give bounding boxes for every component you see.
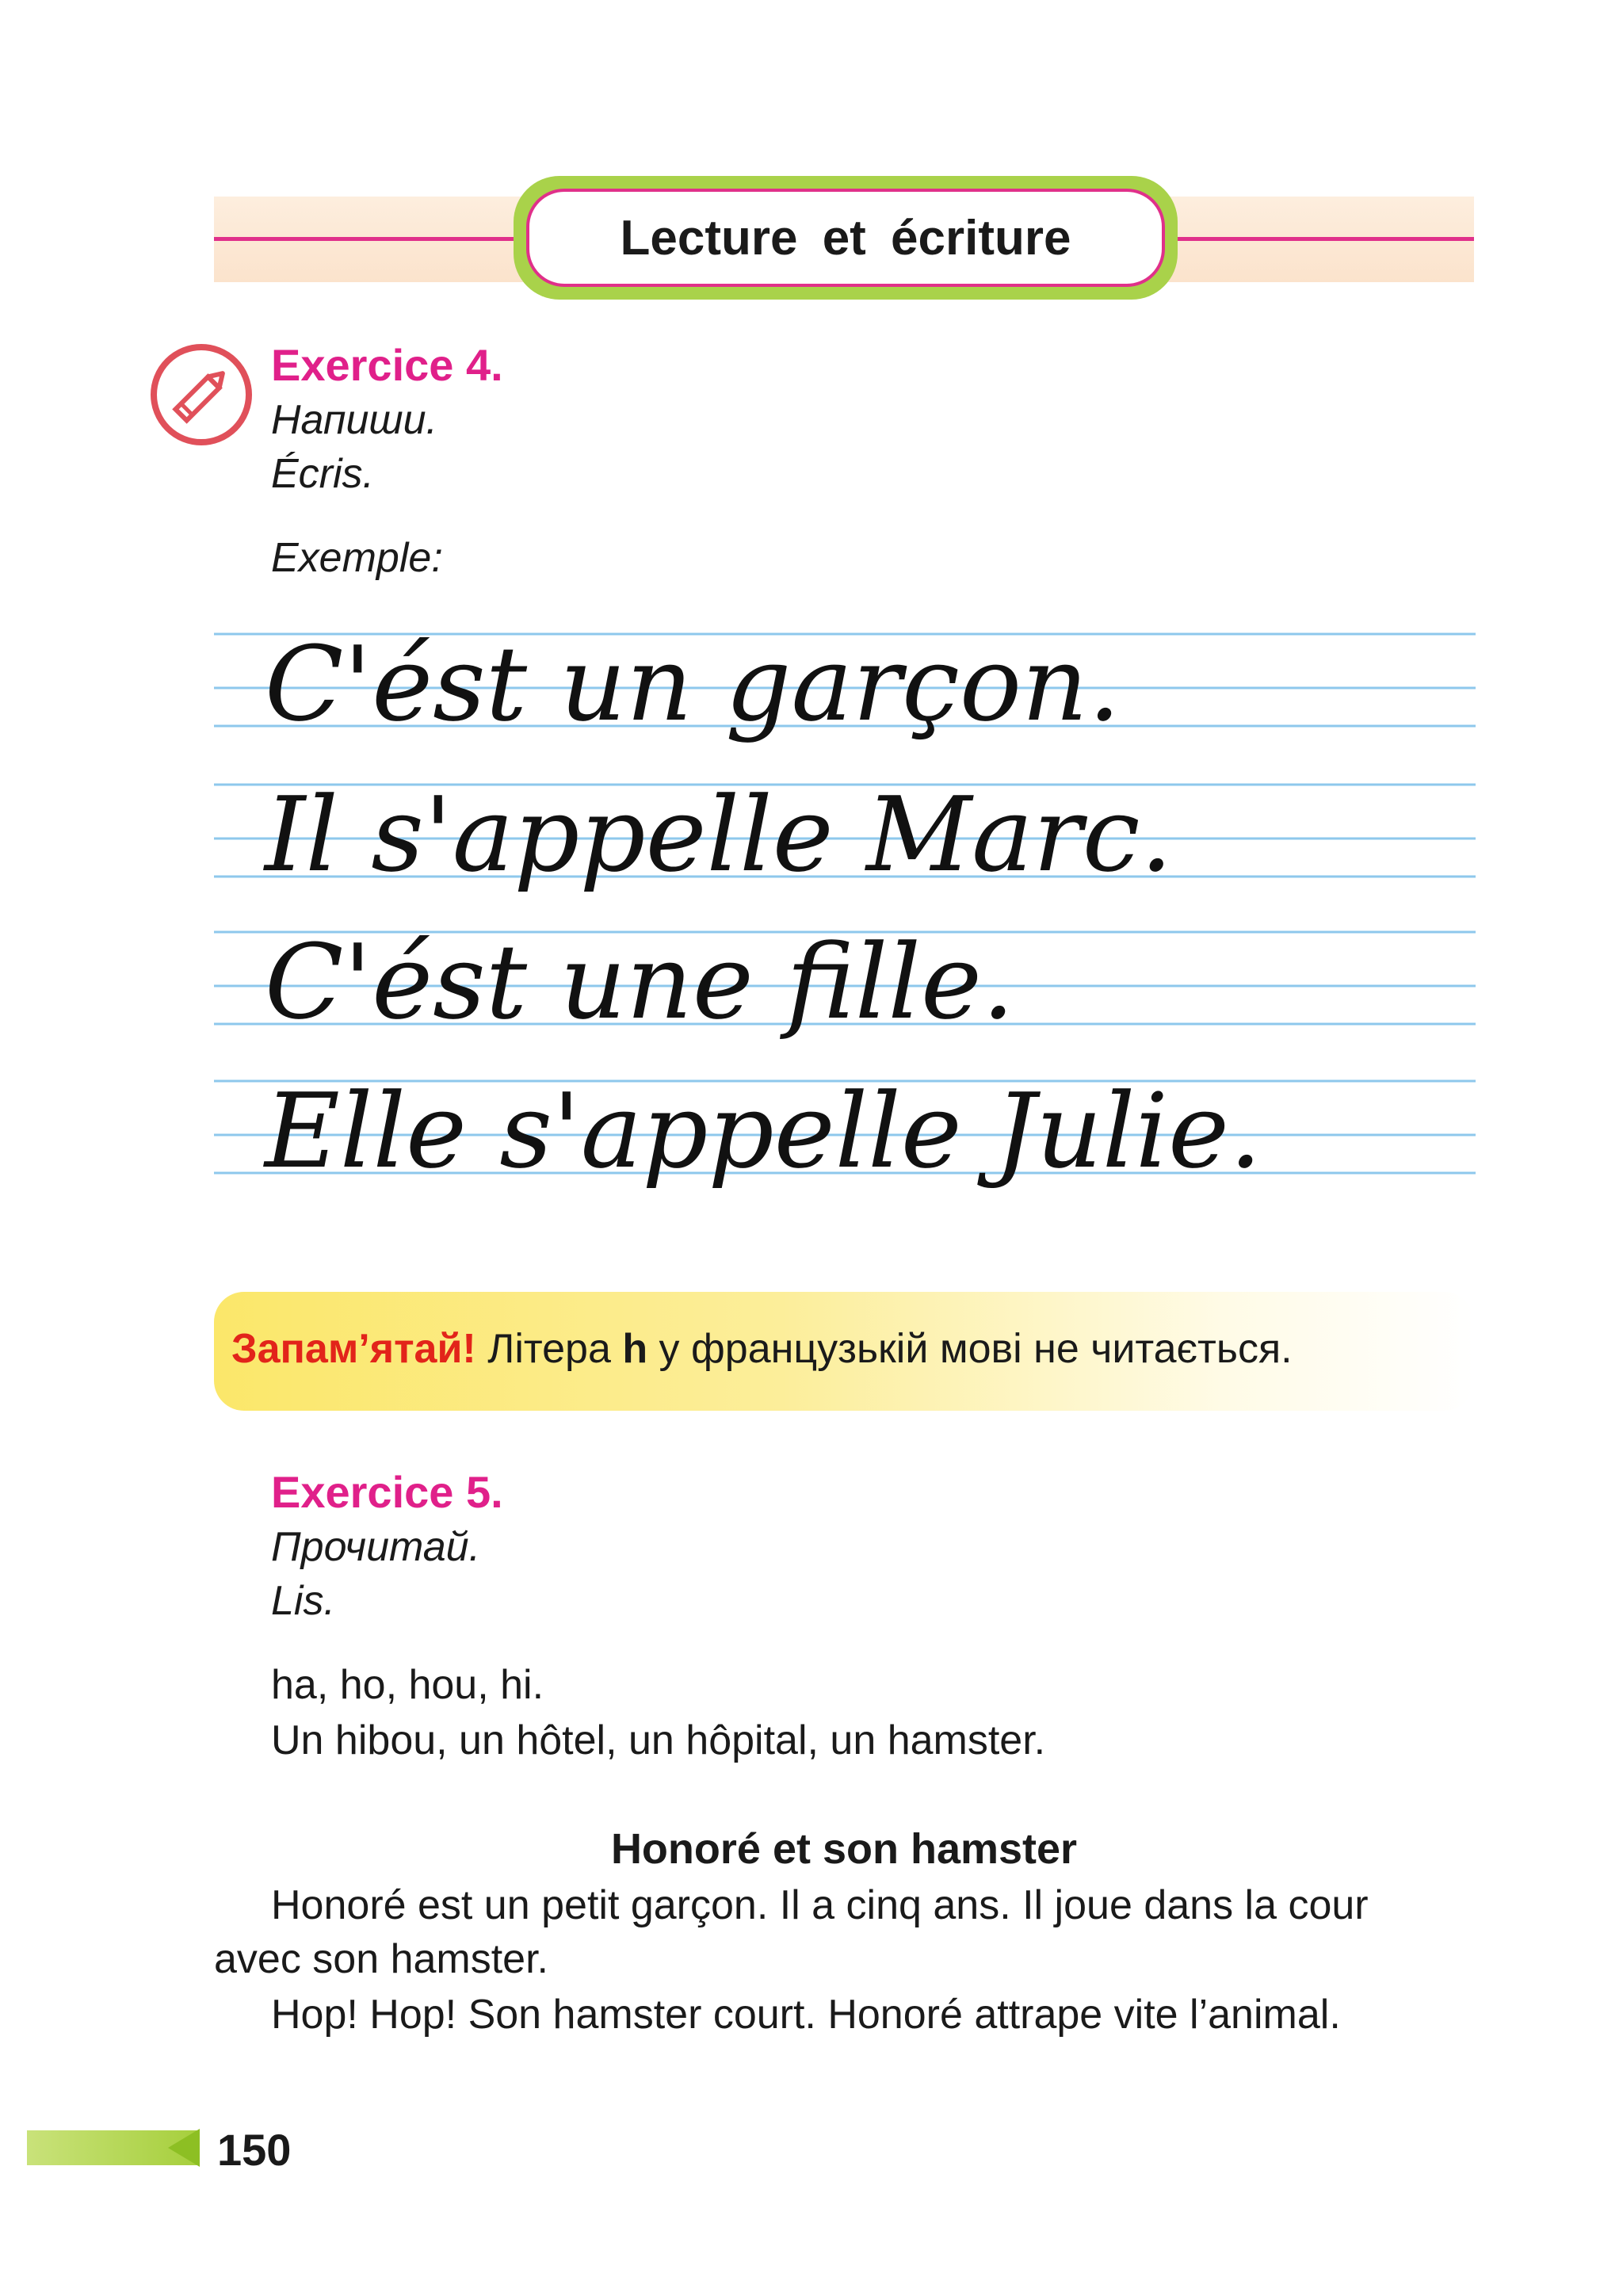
- header-line-left: [214, 237, 523, 241]
- triangle-left-icon: [168, 2129, 200, 2167]
- story-paragraph-1-line-1: Honoré est un petit garçon. Il a cinq ans. Il joue dans la cour: [271, 1882, 1369, 1928]
- exercise-4-title: Exercice 4.: [271, 340, 503, 390]
- exercise-5-instruction-fr: Lis.: [271, 1578, 335, 1624]
- exercise-4-instruction-uk: Напиши.: [271, 397, 437, 443]
- story-paragraph-1-line-2: avec son hamster.: [214, 1936, 548, 1982]
- syllables-line: ha, ho, hou, hi.: [271, 1662, 544, 1708]
- handwriting-line-1: C'ést un garçon.: [265, 624, 1121, 744]
- remember-text-before: Літера: [475, 1326, 623, 1372]
- handwriting-line-4: Elle s'appelle Julie.: [265, 1071, 1262, 1189]
- handwriting-line-3: C'ést une fille.: [265, 922, 1015, 1042]
- header-line-right: [1170, 237, 1474, 241]
- story-paragraph-2: Hop! Hop! Son hamster court. Honoré attrape vite l’animal.: [271, 1992, 1341, 2038]
- page-number: 150: [217, 2125, 292, 2175]
- exercise-5-title: Exercice 5.: [271, 1467, 503, 1517]
- remember-letter: h: [622, 1326, 648, 1372]
- section-title: Lecture et écriture: [620, 210, 1071, 266]
- handwriting-line-2: Il s'appelle Marc.: [265, 774, 1173, 895]
- story-title: Honoré et son hamster: [610, 1825, 1078, 1873]
- exercise-4-instruction-fr: Écris.: [271, 451, 374, 497]
- exercise-5-instruction-uk: Прочитай.: [271, 1524, 481, 1570]
- pencil-icon: [149, 342, 254, 447]
- remember-text: [231, 1325, 1293, 1373]
- remember-text-after: у французькій мові не читається.: [647, 1326, 1293, 1372]
- handwriting-ruled-area: [214, 618, 1476, 1189]
- words-line: Un hibou, un hôtel, un hôpital, un hamster.: [271, 1717, 1046, 1763]
- example-label: Exemple:: [271, 535, 443, 581]
- remember-lead: Запам’ятай!: [231, 1326, 476, 1372]
